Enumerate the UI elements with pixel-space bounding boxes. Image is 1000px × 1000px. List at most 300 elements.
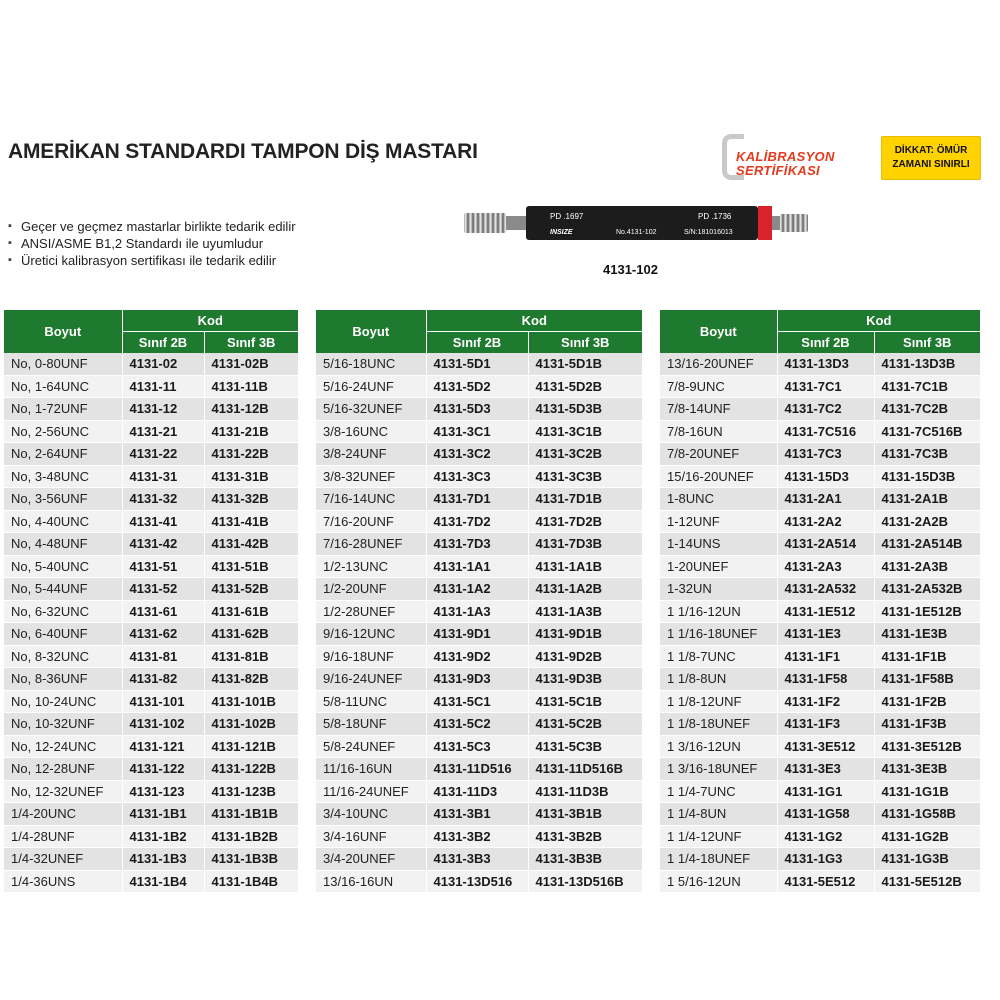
size-cell: 1/2-13UNC <box>316 555 426 578</box>
class-3b-code-cell: 4131-42B <box>204 533 298 556</box>
gauge-model: No.4131-102 <box>616 229 657 236</box>
class-3b-code-cell: 4131-3E512B <box>874 735 980 758</box>
class-2b-code-cell: 4131-52 <box>122 578 204 601</box>
class-2b-code-cell: 4131-1A3 <box>426 600 528 623</box>
class-2b-code-cell: 4131-11D516 <box>426 758 528 781</box>
size-cell: No, 10-24UNC <box>4 690 122 713</box>
class-3b-code-cell: 4131-121B <box>204 735 298 758</box>
table-row <box>4 690 298 713</box>
size-cell: 1-12UNF <box>660 510 777 533</box>
table-row <box>316 375 642 398</box>
table-row <box>660 353 980 375</box>
table-row <box>4 870 298 893</box>
class-3b-code-cell: 4131-1B3B <box>204 848 298 871</box>
class-3b-code-cell: 4131-21B <box>204 420 298 443</box>
class-3b-code-cell: 4131-5E512B <box>874 870 980 893</box>
class-3b-code-cell: 4131-7C1B <box>874 375 980 398</box>
feature-item: ▪ ANSI/ASME B1,2 Standardı ile uyumludur <box>8 235 296 252</box>
class-2b-code-cell: 4131-11D3 <box>426 780 528 803</box>
class-3b-code-cell: 4131-81B <box>204 645 298 668</box>
class-2b-code-cell: 4131-5E512 <box>777 870 874 893</box>
size-cell: No, 12-28UNF <box>4 758 122 781</box>
class-3b-code-cell: 4131-13D3B <box>874 353 980 375</box>
table-row <box>316 690 642 713</box>
table-row <box>4 623 298 646</box>
class-2b-code-cell: 4131-7C2 <box>777 398 874 421</box>
page-title: AMERİKAN STANDARDI TAMPON DİŞ MASTARI <box>8 140 478 163</box>
table-row <box>660 600 980 623</box>
size-cell: 1 1/16-12UN <box>660 600 777 623</box>
class-3b-code-cell: 4131-02B <box>204 353 298 375</box>
size-cell: 3/4-20UNEF <box>316 848 426 871</box>
size-cell: No, 0-80UNF <box>4 353 122 375</box>
table-row <box>660 375 980 398</box>
size-code-table-2 <box>316 310 642 893</box>
size-cell: 3/4-16UNF <box>316 825 426 848</box>
class-3b-code-cell: 4131-102B <box>204 713 298 736</box>
class-3b-header: Sınıf 3B <box>874 332 980 354</box>
size-cell: 5/8-18UNF <box>316 713 426 736</box>
warning-line-1: DİKKAT: ÖMÜR <box>894 145 968 156</box>
class-2b-code-cell: 4131-7C516 <box>777 420 874 443</box>
class-2b-header: Sınıf 2B <box>777 332 874 354</box>
size-cell: No, 10-32UNF <box>4 713 122 736</box>
table-row <box>4 578 298 601</box>
size-cell: 7/16-20UNF <box>316 510 426 533</box>
class-3b-code-cell: 4131-3C3B <box>528 465 642 488</box>
class-2b-code-cell: 4131-11 <box>122 375 204 398</box>
feature-item: ▪ Üretici kalibrasyon sertifikası ile tedarik edilir <box>8 252 296 269</box>
table-row <box>4 555 298 578</box>
table-row <box>660 465 980 488</box>
class-2b-code-cell: 4131-1A1 <box>426 555 528 578</box>
class-3b-code-cell: 4131-1G58B <box>874 803 980 826</box>
class-3b-code-cell: 4131-1A3B <box>528 600 642 623</box>
class-2b-code-cell: 4131-32 <box>122 488 204 511</box>
table-row <box>660 533 980 556</box>
class-2b-code-cell: 4131-9D3 <box>426 668 528 691</box>
class-2b-code-cell: 4131-51 <box>122 555 204 578</box>
table-row <box>316 488 642 511</box>
size-cell: No, 6-40UNF <box>4 623 122 646</box>
class-3b-code-cell: 4131-3C1B <box>528 420 642 443</box>
go-thread-end <box>464 213 506 233</box>
class-2b-code-cell: 4131-3C3 <box>426 465 528 488</box>
class-3b-code-cell: 4131-1F2B <box>874 690 980 713</box>
certificate-label: SERTİFİKASI <box>736 163 820 178</box>
class-2b-code-cell: 4131-3C2 <box>426 443 528 466</box>
class-2b-code-cell: 4131-3B1 <box>426 803 528 826</box>
size-cell: 11/16-24UNEF <box>316 780 426 803</box>
size-cell: 9/16-18UNF <box>316 645 426 668</box>
class-2b-code-cell: 4131-1A2 <box>426 578 528 601</box>
size-cell: No, 2-64UNF <box>4 443 122 466</box>
class-2b-code-cell: 4131-5C3 <box>426 735 528 758</box>
class-3b-code-cell: 4131-2A532B <box>874 578 980 601</box>
class-2b-code-cell: 4131-9D2 <box>426 645 528 668</box>
class-3b-code-cell: 4131-3B2B <box>528 825 642 848</box>
class-3b-code-cell: 4131-1F1B <box>874 645 980 668</box>
class-3b-code-cell: 4131-11B <box>204 375 298 398</box>
table-row <box>4 645 298 668</box>
size-cell: 1-8UNC <box>660 488 777 511</box>
size-cell: 11/16-16UN <box>316 758 426 781</box>
size-cell: No, 12-24UNC <box>4 735 122 758</box>
table-row <box>316 713 642 736</box>
table-row <box>660 488 980 511</box>
table-row <box>4 735 298 758</box>
class-2b-code-cell: 4131-5C1 <box>426 690 528 713</box>
class-3b-code-cell: 4131-22B <box>204 443 298 466</box>
table-row <box>4 803 298 826</box>
class-2b-code-cell: 4131-122 <box>122 758 204 781</box>
class-3b-code-cell: 4131-3B1B <box>528 803 642 826</box>
size-cell: No, 4-48UNF <box>4 533 122 556</box>
class-2b-code-cell: 4131-5C2 <box>426 713 528 736</box>
class-2b-code-cell: 4131-1G3 <box>777 848 874 871</box>
size-cell: 1 1/4-8UN <box>660 803 777 826</box>
size-header: Boyut <box>4 310 122 353</box>
class-3b-code-cell: 4131-2A514B <box>874 533 980 556</box>
class-2b-code-cell: 4131-7C3 <box>777 443 874 466</box>
class-3b-code-cell: 4131-2A2B <box>874 510 980 533</box>
class-3b-code-cell: 4131-1G2B <box>874 825 980 848</box>
table-row <box>316 758 642 781</box>
class-2b-code-cell: 4131-81 <box>122 645 204 668</box>
class-2b-code-cell: 4131-62 <box>122 623 204 646</box>
size-cell: 3/8-32UNEF <box>316 465 426 488</box>
table-row <box>316 533 642 556</box>
class-2b-code-cell: 4131-15D3 <box>777 465 874 488</box>
no-go-thread-end <box>780 214 808 232</box>
class-2b-code-cell: 4131-13D516 <box>426 870 528 893</box>
class-3b-code-cell: 4131-3C2B <box>528 443 642 466</box>
class-3b-code-cell: 4131-62B <box>204 623 298 646</box>
class-2b-code-cell: 4131-3B3 <box>426 848 528 871</box>
class-3b-code-cell: 4131-12B <box>204 398 298 421</box>
size-cell: 3/8-16UNC <box>316 420 426 443</box>
class-3b-code-cell: 4131-1A1B <box>528 555 642 578</box>
class-2b-code-cell: 4131-1B4 <box>122 870 204 893</box>
table-row <box>4 533 298 556</box>
size-cell: 1 1/8-7UNC <box>660 645 777 668</box>
warning-badge <box>881 136 981 180</box>
table-row <box>316 465 642 488</box>
size-cell: 1 1/4-12UNF <box>660 825 777 848</box>
size-cell: 9/16-12UNC <box>316 623 426 646</box>
class-3b-code-cell: 4131-122B <box>204 758 298 781</box>
brand-logo: INSIZE <box>550 229 573 236</box>
class-2b-code-cell: 4131-7D1 <box>426 488 528 511</box>
table-row <box>4 398 298 421</box>
table-row <box>4 510 298 533</box>
class-3b-code-cell: 4131-11D3B <box>528 780 642 803</box>
size-cell: 13/16-16UN <box>316 870 426 893</box>
class-3b-code-cell: 4131-2A3B <box>874 555 980 578</box>
class-2b-code-cell: 4131-42 <box>122 533 204 556</box>
table-row <box>316 803 642 826</box>
table-row <box>316 555 642 578</box>
size-cell: No, 6-32UNC <box>4 600 122 623</box>
size-cell: 1 1/8-8UN <box>660 668 777 691</box>
class-2b-code-cell: 4131-1B3 <box>122 848 204 871</box>
size-cell: No, 3-56UNF <box>4 488 122 511</box>
table-row <box>316 623 642 646</box>
class-3b-code-cell: 4131-1F58B <box>874 668 980 691</box>
table-row <box>4 668 298 691</box>
table-row <box>316 825 642 848</box>
class-2b-code-cell: 4131-1G58 <box>777 803 874 826</box>
table-row <box>4 488 298 511</box>
class-2b-code-cell: 4131-102 <box>122 713 204 736</box>
size-cell: 5/16-24UNF <box>316 375 426 398</box>
class-2b-code-cell: 4131-22 <box>122 443 204 466</box>
size-cell: 1 3/16-18UNEF <box>660 758 777 781</box>
table-row <box>660 825 980 848</box>
table-row <box>660 803 980 826</box>
table-row <box>660 690 980 713</box>
size-cell: 1 1/4-7UNC <box>660 780 777 803</box>
class-2b-code-cell: 4131-02 <box>122 353 204 375</box>
class-2b-code-cell: 4131-41 <box>122 510 204 533</box>
size-cell: 5/8-24UNEF <box>316 735 426 758</box>
table-row <box>4 825 298 848</box>
size-code-table-3 <box>660 310 980 893</box>
table-row <box>660 510 980 533</box>
class-2b-code-cell: 4131-31 <box>122 465 204 488</box>
table-row <box>316 398 642 421</box>
size-cell: 1/4-32UNEF <box>4 848 122 871</box>
class-2b-code-cell: 4131-13D3 <box>777 353 874 375</box>
table-row <box>660 713 980 736</box>
class-3b-code-cell: 4131-7D3B <box>528 533 642 556</box>
class-2b-code-cell: 4131-1B2 <box>122 825 204 848</box>
class-2b-code-cell: 4131-9D1 <box>426 623 528 646</box>
class-3b-code-cell: 4131-7C516B <box>874 420 980 443</box>
table-row <box>660 623 980 646</box>
table-row <box>4 600 298 623</box>
size-cell: 1-20UNEF <box>660 555 777 578</box>
size-cell: No, 2-56UNC <box>4 420 122 443</box>
pd-right-label: PD .1736 <box>698 212 732 221</box>
size-cell: No, 4-40UNC <box>4 510 122 533</box>
size-cell: No, 8-36UNF <box>4 668 122 691</box>
gauge-product-code: 4131-102 <box>603 262 658 277</box>
class-2b-code-cell: 4131-1F58 <box>777 668 874 691</box>
table-row <box>4 848 298 871</box>
class-2b-code-cell: 4131-5D3 <box>426 398 528 421</box>
class-3b-code-cell: 4131-5C3B <box>528 735 642 758</box>
table-row <box>4 375 298 398</box>
class-3b-code-cell: 4131-9D2B <box>528 645 642 668</box>
table-row <box>4 420 298 443</box>
class-3b-code-cell: 4131-7D2B <box>528 510 642 533</box>
class-3b-code-cell: 4131-9D1B <box>528 623 642 646</box>
thread-plug-gauge-image <box>462 203 812 243</box>
table-row <box>660 780 980 803</box>
table-row <box>316 735 642 758</box>
class-3b-code-cell: 4131-1A2B <box>528 578 642 601</box>
table-row <box>660 645 980 668</box>
class-3b-code-cell: 4131-1E512B <box>874 600 980 623</box>
class-2b-header: Sınıf 2B <box>426 332 528 354</box>
class-2b-code-cell: 4131-21 <box>122 420 204 443</box>
table-row <box>660 758 980 781</box>
table-row <box>660 398 980 421</box>
class-3b-code-cell: 4131-15D3B <box>874 465 980 488</box>
class-2b-code-cell: 4131-5D1 <box>426 353 528 375</box>
class-2b-code-cell: 4131-3E512 <box>777 735 874 758</box>
table-row <box>4 465 298 488</box>
class-2b-code-cell: 4131-5D2 <box>426 375 528 398</box>
table-row <box>316 668 642 691</box>
size-cell: 1 1/16-18UNEF <box>660 623 777 646</box>
class-3b-code-cell: 4131-7C2B <box>874 398 980 421</box>
class-2b-code-cell: 4131-1E3 <box>777 623 874 646</box>
feature-list <box>8 218 296 269</box>
class-3b-code-cell: 4131-82B <box>204 668 298 691</box>
size-cell: 7/16-28UNEF <box>316 533 426 556</box>
size-cell: 1-14UNS <box>660 533 777 556</box>
class-3b-code-cell: 4131-1B1B <box>204 803 298 826</box>
class-2b-code-cell: 4131-1E512 <box>777 600 874 623</box>
table-row <box>316 645 642 668</box>
class-2b-code-cell: 4131-12 <box>122 398 204 421</box>
size-cell: 5/16-18UNC <box>316 353 426 375</box>
size-cell: 7/8-14UNF <box>660 398 777 421</box>
calibration-certificate-badge <box>722 134 872 188</box>
class-3b-code-cell: 4131-13D516B <box>528 870 642 893</box>
class-2b-code-cell: 4131-101 <box>122 690 204 713</box>
class-2b-code-cell: 4131-1G1 <box>777 780 874 803</box>
size-cell: 7/8-16UN <box>660 420 777 443</box>
size-cell: No, 1-72UNF <box>4 398 122 421</box>
size-cell: 13/16-20UNEF <box>660 353 777 375</box>
table-row <box>316 420 642 443</box>
size-cell: 9/16-24UNEF <box>316 668 426 691</box>
class-3b-code-cell: 4131-51B <box>204 555 298 578</box>
class-2b-code-cell: 4131-2A514 <box>777 533 874 556</box>
size-cell: 3/4-10UNC <box>316 803 426 826</box>
size-cell: 1 3/16-12UN <box>660 735 777 758</box>
size-cell: 1 1/8-12UNF <box>660 690 777 713</box>
size-cell: 15/16-20UNEF <box>660 465 777 488</box>
size-cell: 7/8-9UNC <box>660 375 777 398</box>
class-2b-code-cell: 4131-1F3 <box>777 713 874 736</box>
class-3b-code-cell: 4131-32B <box>204 488 298 511</box>
class-2b-code-cell: 4131-3B2 <box>426 825 528 848</box>
size-header: Boyut <box>660 310 777 353</box>
table-row <box>316 510 642 533</box>
size-cell: 1/4-36UNS <box>4 870 122 893</box>
class-3b-header: Sınıf 3B <box>204 332 298 354</box>
gauge-serial: S/N:181016013 <box>684 229 733 236</box>
class-3b-code-cell: 4131-1B2B <box>204 825 298 848</box>
class-3b-code-cell: 4131-3B3B <box>528 848 642 871</box>
class-3b-code-cell: 4131-5C2B <box>528 713 642 736</box>
class-3b-code-cell: 4131-1G3B <box>874 848 980 871</box>
pd-left-label: PD .1697 <box>550 212 584 221</box>
class-2b-header: Sınıf 2B <box>122 332 204 354</box>
code-header: Kod <box>777 310 980 332</box>
class-3b-code-cell: 4131-3E3B <box>874 758 980 781</box>
table-row <box>4 443 298 466</box>
no-go-red-band <box>758 206 772 240</box>
class-2b-code-cell: 4131-121 <box>122 735 204 758</box>
table-row <box>4 713 298 736</box>
size-cell: 1/4-20UNC <box>4 803 122 826</box>
class-3b-code-cell: 4131-2A1B <box>874 488 980 511</box>
size-cell: 1 1/8-18UNEF <box>660 713 777 736</box>
size-cell: 5/8-11UNC <box>316 690 426 713</box>
class-3b-code-cell: 4131-9D3B <box>528 668 642 691</box>
class-2b-code-cell: 4131-1B1 <box>122 803 204 826</box>
class-3b-code-cell: 4131-41B <box>204 510 298 533</box>
code-header: Kod <box>122 310 298 332</box>
class-3b-code-cell: 4131-5D3B <box>528 398 642 421</box>
class-3b-code-cell: 4131-61B <box>204 600 298 623</box>
class-3b-header: Sınıf 3B <box>528 332 642 354</box>
size-cell: 7/8-20UNEF <box>660 443 777 466</box>
class-2b-code-cell: 4131-2A532 <box>777 578 874 601</box>
size-cell: 1/2-28UNEF <box>316 600 426 623</box>
code-header: Kod <box>426 310 642 332</box>
class-3b-code-cell: 4131-5D1B <box>528 353 642 375</box>
class-3b-code-cell: 4131-123B <box>204 780 298 803</box>
table-row <box>4 758 298 781</box>
table-row <box>4 353 298 375</box>
size-cell: 1/4-28UNF <box>4 825 122 848</box>
size-cell: 7/16-14UNC <box>316 488 426 511</box>
table-row <box>660 848 980 871</box>
size-cell: 1 5/16-12UN <box>660 870 777 893</box>
size-cell: No, 1-64UNC <box>4 375 122 398</box>
class-2b-code-cell: 4131-1F1 <box>777 645 874 668</box>
class-3b-code-cell: 4131-11D516B <box>528 758 642 781</box>
class-2b-code-cell: 4131-123 <box>122 780 204 803</box>
size-cell: No, 12-32UNEF <box>4 780 122 803</box>
size-cell: 5/16-32UNEF <box>316 398 426 421</box>
size-cell: 3/8-24UNF <box>316 443 426 466</box>
class-2b-code-cell: 4131-82 <box>122 668 204 691</box>
class-2b-code-cell: 4131-1G2 <box>777 825 874 848</box>
size-cell: 1 1/4-18UNEF <box>660 848 777 871</box>
class-3b-code-cell: 4131-52B <box>204 578 298 601</box>
size-cell: No, 5-44UNF <box>4 578 122 601</box>
table-row <box>316 443 642 466</box>
class-3b-code-cell: 4131-1E3B <box>874 623 980 646</box>
class-3b-code-cell: 4131-5C1B <box>528 690 642 713</box>
table-row <box>660 578 980 601</box>
class-3b-code-cell: 4131-1F3B <box>874 713 980 736</box>
table-row <box>316 780 642 803</box>
table-row <box>316 578 642 601</box>
size-header: Boyut <box>316 310 426 353</box>
warning-line-2: ZAMANI SINIRLI <box>892 159 970 170</box>
table-row <box>316 600 642 623</box>
table-row <box>660 870 980 893</box>
class-2b-code-cell: 4131-7D2 <box>426 510 528 533</box>
size-cell: No, 8-32UNC <box>4 645 122 668</box>
size-cell: No, 5-40UNC <box>4 555 122 578</box>
table-row <box>660 735 980 758</box>
size-cell: 1-32UN <box>660 578 777 601</box>
class-2b-code-cell: 4131-1F2 <box>777 690 874 713</box>
table-row <box>316 848 642 871</box>
class-2b-code-cell: 4131-61 <box>122 600 204 623</box>
size-cell: 1/2-20UNF <box>316 578 426 601</box>
class-3b-code-cell: 4131-31B <box>204 465 298 488</box>
